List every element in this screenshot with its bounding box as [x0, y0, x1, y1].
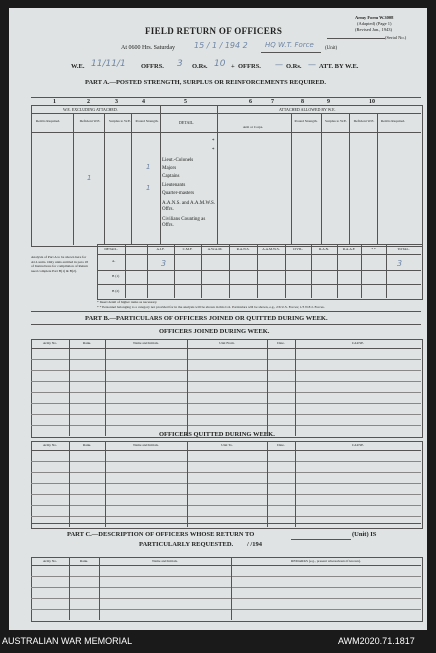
form-ref-line2: (Adapted) (Page 1)	[357, 21, 392, 26]
quitted-row-line	[31, 494, 421, 495]
part-a-right-col-4: Rein'ts Required.	[380, 119, 406, 123]
form-sheet	[9, 8, 427, 630]
plus-sign: +	[231, 63, 235, 70]
part-a-col-divider-0	[73, 113, 74, 245]
footnote-2: * * Personnel belonging to a category not provided for in the analysis will be shown in this Col. Particulars will be shown, e.g., 2/6 U.S. Forces; 1/3 N.E.I. Forces.	[97, 305, 325, 309]
quitted-col-1: Rank.	[82, 443, 92, 447]
part-c-grid	[31, 557, 423, 622]
offrs2-value: —	[275, 60, 283, 69]
form-ref-line1: Army Form W.3008	[355, 15, 394, 20]
col-number-1: 1	[53, 99, 56, 105]
col-number-6: 6	[249, 99, 252, 105]
quitted-row-line	[31, 505, 421, 506]
part-c-row-line	[31, 598, 421, 599]
handwritten-date: 15 / 1 / 194 2	[194, 41, 248, 50]
detail-item-2: Captains	[162, 174, 180, 179]
detail-item-1: Majors	[162, 166, 177, 171]
part-a-right-col-3: Deficient W.E.	[353, 119, 375, 123]
part-c-header-line	[31, 565, 421, 566]
part-c-col-3: REMARKS (e.g., present whereabouts if known).	[291, 559, 361, 563]
analysis-col-divider-2	[147, 244, 148, 298]
part-a-right-col-0: Arm or Corps.	[242, 125, 264, 129]
analysis-col-6: A.A.M.W.S.	[262, 247, 280, 251]
part-c-row-line	[31, 587, 421, 588]
analysis-col-10: * *	[371, 247, 376, 251]
analysis-col-9: R.A.A.F.	[342, 247, 356, 251]
analysis-row-line-0	[97, 254, 421, 255]
analysis-col-8: R.A.N.	[318, 247, 329, 251]
quitted-col-divider-3	[187, 441, 188, 527]
joined-col-1: Rank.	[82, 341, 92, 345]
offrs-label: OFFRS.	[141, 63, 164, 70]
part-c-date: / /194	[247, 541, 262, 548]
part-a-group-line	[31, 113, 421, 114]
serial-label: (Serial No.)	[385, 35, 407, 40]
joined-row-line	[31, 370, 421, 371]
joined-col-divider-3	[187, 339, 188, 436]
part-c-unit-line	[291, 539, 351, 540]
col-number-4: 4	[142, 99, 145, 105]
joined-col-4: Date.	[277, 341, 285, 345]
joined-col-divider-2	[105, 339, 106, 436]
joined-title: OFFICERS JOINED DURING WEEK.	[159, 328, 270, 335]
joined-row-line	[31, 392, 421, 393]
att-label: ATT. BY W.E.	[319, 63, 359, 70]
serial-line	[327, 38, 385, 39]
part-a-left-col-3: Posted Strength.	[135, 119, 159, 123]
handwritten-unit: HQ W.T. Force	[265, 41, 314, 49]
analysis-hand-2: 3	[397, 259, 403, 268]
part-c-row-line	[31, 576, 421, 577]
ors2-label: O.Rs.	[286, 63, 302, 70]
at-hrs-label: At 0600 Hrs. Saturday	[121, 45, 175, 51]
analysis-col-5: R.A.N.S.	[236, 247, 250, 251]
joined-col-5: CAUSE.	[351, 341, 365, 345]
part-a-col-divider-7	[349, 113, 350, 245]
offrs-value: 3	[177, 59, 183, 69]
part-b-top-line	[31, 311, 421, 312]
joined-col-divider-1	[69, 339, 70, 436]
part-a-col-divider-1	[104, 113, 105, 245]
analysis-col-2: A.I.F.	[156, 247, 165, 251]
analysis-col-divider-10	[361, 244, 362, 298]
ors-label: O.Rs.	[192, 63, 208, 70]
analysis-col-divider-11	[386, 244, 387, 298]
joined-row-line	[31, 425, 421, 426]
footer-right: AWM2020.71.1817	[338, 636, 415, 646]
analysis-row-line-2	[97, 284, 421, 285]
analysis-col-7: CIVIL.	[292, 247, 304, 251]
form-ref-line3: (Revised Jan., 1943)	[355, 27, 392, 32]
form-title: FIELD RETURN OF OFFICERS	[145, 26, 283, 36]
detail-item-0: Lieut.-Colonels	[162, 158, 194, 163]
col-number-9: 9	[327, 99, 330, 105]
part-b-title: PART B.—PARTICULARS OF OFFICERS JOINED OR QUITTED DURING WEEK.	[85, 315, 328, 322]
joined-row-line	[31, 381, 421, 382]
analysis-col-divider-4	[201, 244, 202, 298]
footer-left: AUSTRALIAN WAR MEMORIAL	[2, 636, 133, 646]
quitted-row-line	[31, 483, 421, 484]
colnum-top-line	[31, 97, 421, 98]
analysis-col-0: DETAIL.	[104, 247, 118, 251]
part-c-col-divider-2	[99, 557, 100, 620]
asterisk-1: *	[212, 139, 215, 144]
quitted-col-5: CAUSE.	[351, 443, 365, 447]
group-right-label: ATTACHED ALLOWED BY W.E.	[279, 107, 336, 112]
part-a-col-divider-2	[131, 113, 132, 245]
footnote-1: * Insert detail of higher ranks as necessary.	[97, 300, 158, 304]
quitted-row-line	[31, 516, 421, 517]
joined-grid	[31, 339, 423, 438]
analysis-grid	[97, 244, 423, 300]
joined-col-divider-4	[267, 339, 268, 436]
analysis-col-divider-7	[285, 244, 286, 298]
analysis-col-divider-9	[337, 244, 338, 298]
part-c-col-2: Name and Initials.	[152, 559, 178, 563]
detail-item-5: A.A.N.S. and A.A.M.W.S. Offrs.	[162, 201, 216, 212]
col-number-3: 3	[115, 99, 118, 105]
part-c-col-0: Army No.	[42, 559, 58, 563]
part-c-col-divider-3	[231, 557, 232, 620]
part-b-title-line	[31, 324, 421, 325]
analysis-hand-1: 3	[161, 259, 167, 268]
part-a-left-col-0: Rein'ts Required.	[35, 119, 61, 123]
quitted-row-line	[31, 472, 421, 473]
quitted-col-divider-5	[295, 441, 296, 527]
quitted-header-line	[31, 450, 421, 451]
group-left-label: W.E. EXCLUDING ATTACHED.	[63, 107, 118, 112]
analysis-note: Analysis of Part A to be shown here for ALL units. Only units entitled in para 18 of Instructions for compilation of Return need complete Part B(1) & B(2).	[31, 255, 89, 273]
we-value: 11/11/1	[91, 59, 126, 69]
analysis-col-divider-1	[125, 244, 126, 298]
part-c-title-1: PART C.—DESCRIPTION OF OFFICERS WHOSE RETURN TO	[67, 531, 255, 538]
quitted-col-3: Unit To.	[221, 443, 233, 447]
part-a-col-divider-8	[377, 113, 378, 245]
joined-row-line	[31, 414, 421, 415]
analysis-col-3: C.M.F.	[182, 247, 193, 251]
joined-col-3: Unit From.	[219, 341, 235, 345]
detail-header: DETAIL.	[179, 120, 195, 125]
part-c-col-divider-1	[69, 557, 70, 620]
part-c-title-2: PARTICULARLY REQUESTED.	[139, 541, 234, 548]
analysis-row-0: A.	[112, 259, 116, 263]
part-a-col-divider-6	[321, 113, 322, 245]
quitted-col-2: Name and Initials.	[133, 443, 159, 447]
hand-mark-2: 1	[146, 163, 151, 171]
analysis-col-divider-6	[257, 244, 258, 298]
detail-item-6: Civilians Counting as Offrs.	[162, 217, 206, 228]
unit-line	[261, 52, 321, 53]
quitted-col-4: Date.	[277, 443, 285, 447]
quitted-row-line	[31, 461, 421, 462]
joined-row-line	[31, 359, 421, 360]
part-a-right-col-1: Posted Strength.	[294, 119, 318, 123]
part-c-col-1: Rank.	[79, 559, 89, 563]
joined-row-line	[31, 403, 421, 404]
quitted-col-divider-2	[105, 441, 106, 527]
joined-col-0: Army No.	[42, 341, 58, 345]
analysis-col-11: TOTAL.	[397, 247, 410, 251]
col-number-2: 2	[87, 99, 90, 105]
hand-mark-1: 1	[87, 174, 92, 182]
analysis-col-divider-3	[174, 244, 175, 298]
part-a-col-divider-5	[291, 113, 292, 245]
quitted-col-divider-4	[267, 441, 268, 527]
analysis-row-2: B (2)	[112, 289, 120, 293]
joined-header-line	[31, 348, 421, 349]
col-number-8: 8	[301, 99, 304, 105]
asterisk-2: *	[212, 148, 215, 153]
part-a-left-col-1: Deficient W.E.	[79, 119, 101, 123]
ors-value: 10	[214, 59, 226, 69]
joined-col-2: Name and Initials.	[133, 341, 159, 345]
part-a-subhead-line	[31, 132, 421, 133]
detail-item-3: Lieutenants	[162, 183, 186, 188]
analysis-col-divider-5	[229, 244, 230, 298]
ors2-value: —	[308, 60, 316, 69]
part-a-right-col-2: Surplus to W.E.	[325, 119, 347, 123]
part-a-left-col-2: Surplus to W.E.	[109, 119, 131, 123]
we-label: W.E.	[71, 63, 85, 70]
quitted-col-0: Army No.	[42, 443, 58, 447]
part-a-title: PART A.—POSTED STRENGTH, SURPLUS OR REINFORCEMENTS REQUIRED.	[85, 79, 326, 86]
quitted-col-divider-1	[69, 441, 70, 527]
quitted-title: OFFICERS QUITTED DURING WEEK.	[159, 431, 275, 438]
part-c-unit-is: (Unit) IS	[352, 531, 377, 538]
offrs2-label: OFFRS.	[238, 63, 261, 70]
analysis-row-1: B (1)	[112, 274, 120, 278]
part-c-top-line	[31, 523, 421, 524]
analysis-row-line-1	[97, 270, 421, 271]
detail-item-4: Quarter-masters	[162, 191, 195, 196]
col-number-5: 5	[184, 99, 187, 105]
unit-label: (Unit)	[325, 46, 338, 51]
analysis-col-divider-8	[311, 244, 312, 298]
part-a-col-divider-3	[160, 105, 161, 245]
col-number-7: 7	[271, 99, 274, 105]
part-c-row-line	[31, 609, 421, 610]
hand-mark-3: 1	[146, 184, 151, 192]
analysis-col-4: A.W.A.M.	[207, 247, 223, 251]
joined-col-divider-5	[295, 339, 296, 436]
part-a-col-divider-4	[217, 105, 218, 245]
col-number-10: 10	[369, 99, 375, 105]
